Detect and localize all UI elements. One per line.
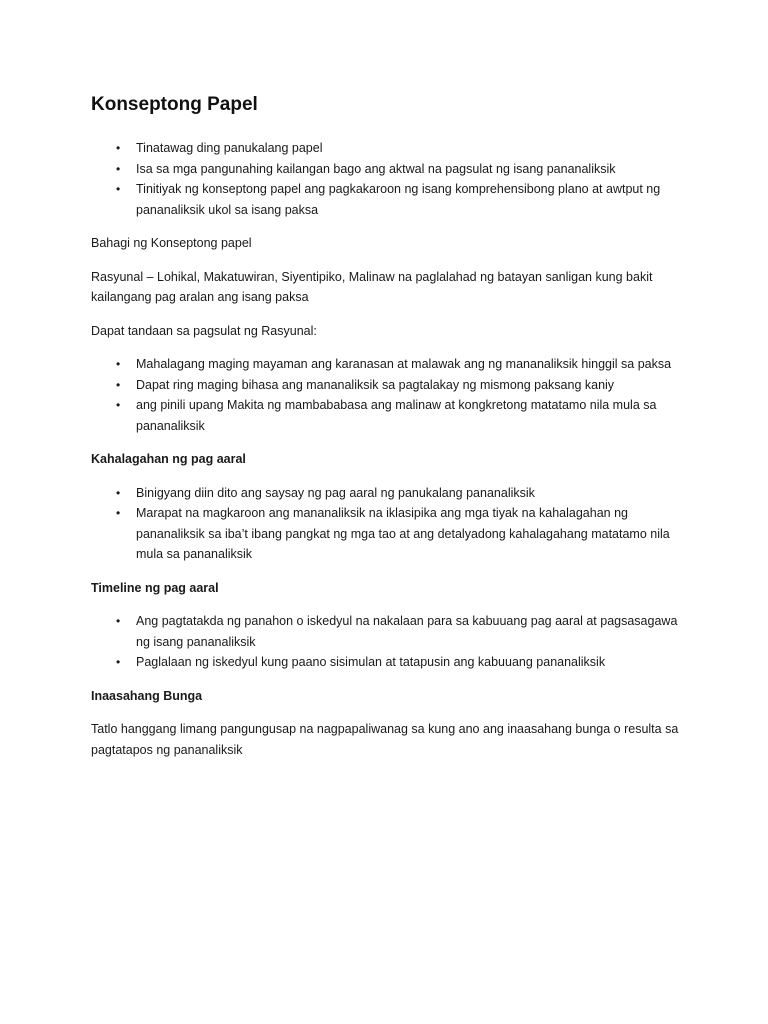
document-page <box>91 92 681 773</box>
bullet-icon: • <box>116 506 121 520</box>
kahalagahan-bullet-list <box>91 483 681 565</box>
list-item <box>91 375 681 396</box>
list-item-text: Dapat ring maging bihasa ang mananaliksik sa pagtalakay ng mismong paksang kaniy <box>136 377 615 392</box>
list-item <box>91 138 681 159</box>
list-item-text: Marapat na magkaroon ang mananaliksik na iklasipika ang mga tiyak na kahalagahan ng pananaliksik sa iba’t ibang pangkat ng mga tao at ang detalyadong kahalagahang matatamo nila mula sa pananaliksik <box>136 506 670 561</box>
list-item-text: ang pinili upang Makita ng mambababasa ang malinaw at kongkretong matatamo nila mula sa pananaliksik <box>136 398 657 433</box>
list-item <box>91 652 681 673</box>
kahalagahan-heading: Kahalagahan ng pag aaral <box>91 452 246 466</box>
bullet-icon: • <box>116 182 121 196</box>
inaasahang-paragraph: Tatlo hanggang limang pangungusap na nagpapaliwanag sa kung ano ang inaasahang bunga o resulta sa pagtatapos ng pananaliksik <box>91 722 679 757</box>
list-item-text: Ang pagtatakda ng panahon o iskedyul na nakalaan para sa kabuuang pag aaral at pagsasagawa ng isang pananaliksik <box>136 614 678 649</box>
dapat-label: Dapat tandaan sa pagsulat ng Rasyunal: <box>91 323 317 338</box>
list-item <box>91 483 681 504</box>
list-item <box>91 159 681 180</box>
bullet-icon: • <box>116 655 121 669</box>
document-title: Konseptong Papel <box>91 94 258 115</box>
intro-bullet-list <box>91 138 681 220</box>
list-item <box>91 611 681 652</box>
list-item-text: Mahalagang maging mayaman ang karanasan at malawak ang ng mananaliksik hinggil sa paksa <box>136 357 672 371</box>
bullet-icon: • <box>116 377 121 392</box>
rasyunal-bullet-list <box>91 354 681 436</box>
rasyunal-paragraph: Rasyunal – Lohikal, Makatuwiran, Siyentipiko, Malinaw na paglalahad ng batayan sanligan kung bakit kailangang pag aralan ang isang paksa <box>91 269 653 304</box>
list-item <box>91 503 681 565</box>
bullet-icon: • <box>116 485 121 500</box>
bullet-icon: • <box>116 161 121 176</box>
bullet-icon: • <box>116 614 121 628</box>
timeline-heading: Timeline ng pag aaral <box>91 580 219 595</box>
bullet-icon: • <box>116 357 121 371</box>
bullet-icon: • <box>116 141 121 155</box>
list-item-text: Tinatawag ding panukalang papel <box>136 141 323 155</box>
list-item <box>91 395 681 436</box>
timeline-bullet-list <box>91 611 681 673</box>
list-item-text: Tinitiyak ng konseptong papel ang pagkakaroon ng isang komprehensibong plano at awtput ng pananaliksik ukol sa isang paksa <box>136 182 661 217</box>
bahagi-label: Bahagi ng Konseptong papel <box>91 236 252 250</box>
list-item-text: Binigyang diin dito ang saysay ng pag aaral ng panukalang pananaliksik <box>136 485 535 500</box>
list-item-text: Paglalaan ng iskedyul kung paano sisimulan at tatapusin ang kabuuang pananaliksik <box>136 655 606 669</box>
list-item <box>91 179 681 220</box>
bullet-icon: • <box>116 398 121 412</box>
list-item <box>91 354 681 375</box>
inaasahang-heading: Inaasahang Bunga <box>91 688 203 703</box>
list-item-text: Isa sa mga pangunahing kailangan bago ang aktwal na pagsulat ng isang pananaliksik <box>136 161 616 176</box>
